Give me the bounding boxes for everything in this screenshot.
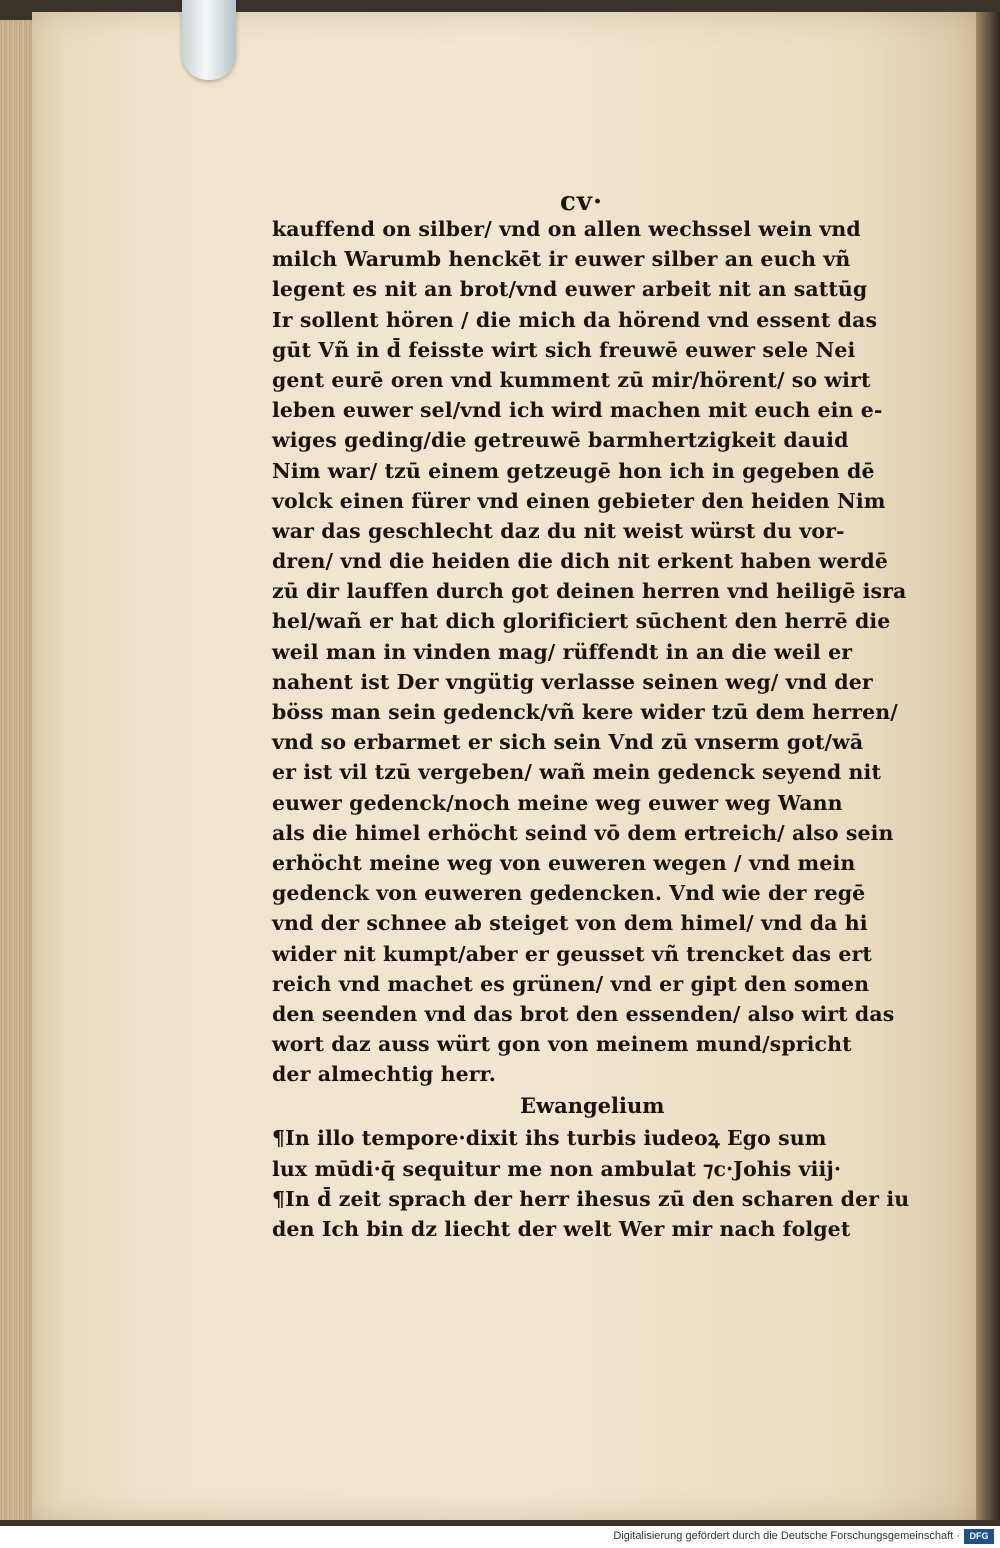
footer-bar xyxy=(0,1526,1000,1548)
text-line: Nim war/ tzū einem getzeugē hon ich in gegeben dē xyxy=(272,458,875,483)
body-paragraph xyxy=(272,214,922,1089)
text-line: gūt Vñ in d̄ feisste wirt sich freuwē euwer sele Nei xyxy=(272,337,856,362)
text-line: ¶In d̄ zeit sprach der herr ihesus zū den scharen der iu xyxy=(272,1186,910,1211)
text-line: der almechtig herr. xyxy=(272,1062,496,1087)
text-line: vnd so erbarmet er sich sein Vnd zū vnserm got/wā xyxy=(272,730,864,755)
text-line: hel/wañ er hat dich glorificiert sūchent den herrē die xyxy=(272,609,891,634)
text-line: den seenden vnd das brot den essenden/ also wirt das xyxy=(272,1001,895,1026)
text-line: erhöcht meine weg von euweren wegen / vnd mein xyxy=(272,850,856,875)
text-line: vnd der schnee ab steiget von dem himel/ vnd da hi xyxy=(272,911,868,936)
section-heading: Ewangelium xyxy=(520,1093,665,1119)
text-line: als die himel erhöcht seind vō dem ertreich/ also sein xyxy=(272,820,894,845)
text-line: weil man in vinden mag/ rüffendt in an die weil er xyxy=(272,639,853,664)
text-line: euwer gedenck/noch meine weg euwer weg Wann xyxy=(272,790,843,815)
folio-number: cv· xyxy=(560,187,603,217)
text-line: den Ich bin dz liecht der welt Wer mir nach folget xyxy=(272,1217,851,1241)
text-line: wort daz auss würt gon von meinem mund/spricht xyxy=(272,1032,852,1057)
text-line: gedenck von euweren gedencken. Vnd wie der regē xyxy=(272,881,866,906)
text-line: zū dir lauffen durch got deinen herren vnd heiligē isra xyxy=(272,579,907,604)
text-line: ¶In illo tempore·dixit ihs turbis iudeoꝝ Ego sum xyxy=(272,1126,827,1151)
text-line: böss man sein gedenck/vñ kere wider tzū dem herren/ xyxy=(272,700,898,724)
text-line: leben euwer sel/vnd ich wird machen mit euch ein e- xyxy=(272,398,883,423)
latin-passage xyxy=(272,1123,922,1183)
text-line: er ist vil tzū vergeben/ wañ mein gedenck seyend nit xyxy=(272,760,882,785)
book-spine-shadow xyxy=(976,12,1000,1520)
text-line: dren/ vnd die heiden die dich nit erkent haben werdē xyxy=(272,549,888,574)
text-line: war das geschlecht daz du nit weist würst du vor- xyxy=(272,518,845,543)
text-line: wiges geding/die getreuwē barmhertzigkeit dauid xyxy=(272,428,849,453)
text-line: milch Warumb henckēt ir euwer silber an euch vñ xyxy=(272,247,851,272)
text-line: volck einen fürer vnd einen gebieter den heiden Nim xyxy=(272,488,886,513)
book-page-edges xyxy=(0,20,35,1520)
text-line: wider nit kumpt/aber er geusset vñ trencket das ert xyxy=(272,941,872,966)
german-passage xyxy=(272,1184,922,1244)
funding-credit: Digitalisierung gefördert durch die Deutsche Forschungsgemeinschaft · xyxy=(613,1530,960,1542)
text-line: lux mūdi·q̄ sequitur me non ambulat ⁊c·Johis viij· xyxy=(272,1156,842,1181)
text-line: legent es nit an brot/vnd euwer arbeit nit an sattūg xyxy=(272,277,868,302)
text-line: gent eurē oren vnd kumment zū mir/hörent/ so wirt xyxy=(272,367,871,392)
text-line: Ir sollent hören / die mich da hörend vnd essent das xyxy=(272,307,878,332)
text-line: reich vnd machet es grünen/ vnd er gipt den somen xyxy=(272,971,870,996)
text-line: kauffend on silber/ vnd on allen wechssel wein vnd xyxy=(272,217,861,241)
dfg-logo: DFG xyxy=(964,1529,994,1544)
page-holder-clip xyxy=(182,0,236,80)
text-line: nahent ist Der vngütig verlasse seinen weg/ vnd der xyxy=(272,669,873,694)
page-text xyxy=(272,214,922,1244)
